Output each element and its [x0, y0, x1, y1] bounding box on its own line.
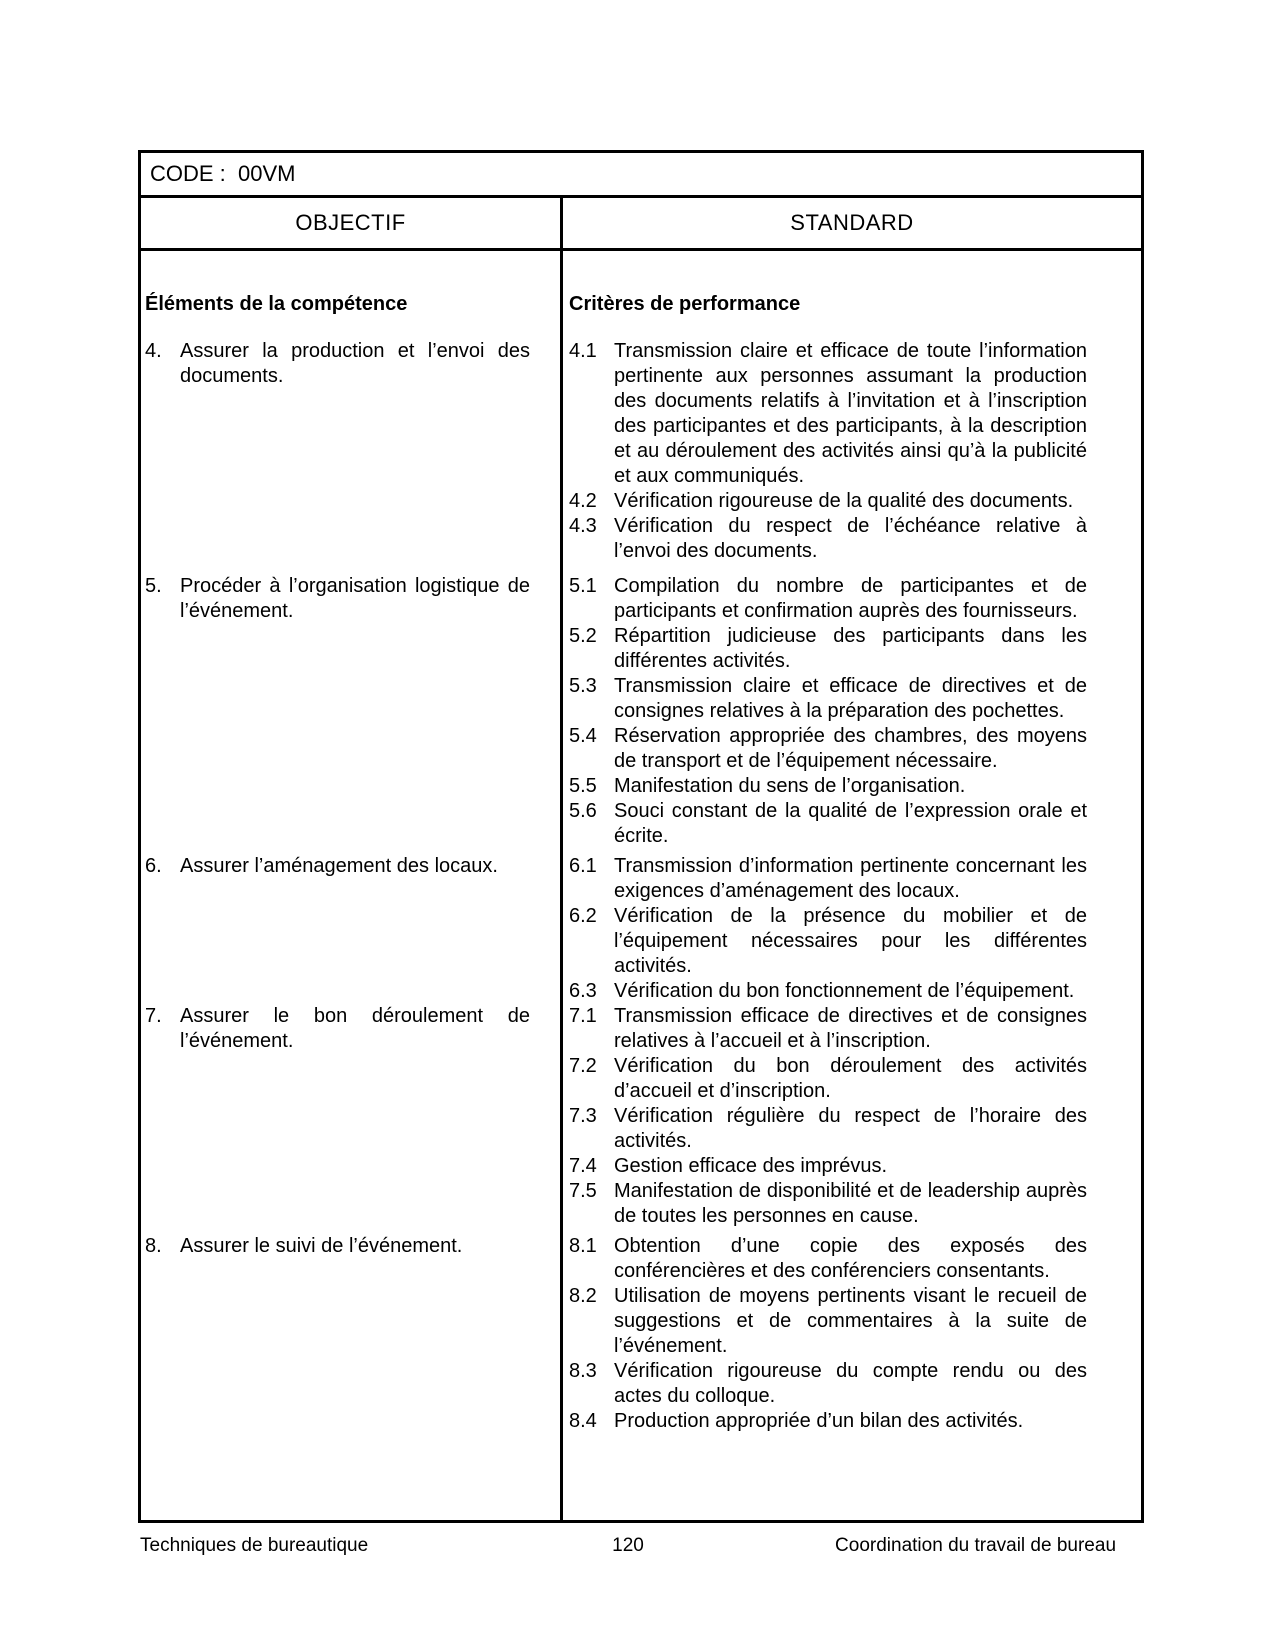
- objective-item: [145, 1004, 530, 1054]
- criterion-text: Vérification rigoureuse du compte rendu ou des actes du colloque.: [614, 1360, 1087, 1407]
- criterion-text: Utilisation de moyens pertinents visant le recueil de suggestions et de commentaires à la suite de l’événement.: [614, 1285, 1087, 1357]
- criterion-text: Gestion efficace des imprévus.: [614, 1155, 888, 1177]
- competency-group-row: [141, 574, 1141, 854]
- criteria-heading: Critères de performance: [569, 293, 801, 315]
- criterion-item: [569, 1234, 1087, 1284]
- left-heading-cell: [141, 251, 563, 339]
- criteria-cell: [563, 574, 1141, 854]
- criterion-number: 8.1: [569, 1235, 597, 1257]
- criterion-item: [569, 724, 1087, 774]
- criterion-text: Réservation appropriée des chambres, des moyens de transport et de l’équipement nécessaire.: [614, 725, 1087, 772]
- criterion-text: Vérification du respect de l’échéance relative à l’envoi des documents.: [614, 515, 1087, 562]
- criterion-item: [569, 489, 1087, 514]
- criterion-item: [569, 574, 1087, 624]
- criterion-number: 5.1: [569, 575, 597, 597]
- criterion-number: 8.2: [569, 1285, 597, 1307]
- criterion-number: 8.4: [569, 1410, 597, 1432]
- criterion-item: [569, 904, 1087, 979]
- competency-table: [138, 150, 1144, 1523]
- criterion-text: Production appropriée d’un bilan des activités.: [614, 1410, 1024, 1432]
- criterion-number: 7.2: [569, 1055, 597, 1077]
- right-filler-cell: [563, 1434, 1141, 1520]
- criterion-text: Transmission d’information pertinente concernant les exigences d’aménagement des locaux.: [614, 855, 1087, 902]
- criterion-number: 7.4: [569, 1155, 597, 1177]
- criterion-item: [569, 799, 1087, 849]
- objective-item: [145, 339, 530, 389]
- criterion-item: [569, 979, 1087, 1004]
- criterion-text: Vérification de la présence du mobilier et de l’équipement nécessaires pour les différentes activités.: [614, 905, 1087, 977]
- criterion-item: [569, 339, 1087, 489]
- criterion-text: Répartition judicieuse des participants dans les différentes activités.: [614, 625, 1087, 672]
- criterion-text: Manifestation du sens de l’organisation.: [614, 775, 966, 797]
- criterion-number: 5.2: [569, 625, 597, 647]
- criterion-number: 7.5: [569, 1180, 597, 1202]
- competency-group-row: [141, 1234, 1141, 1434]
- criterion-item: [569, 1154, 1087, 1179]
- footer-program-title: Techniques de bureautique: [140, 1535, 369, 1556]
- criteria-cell: [563, 1004, 1141, 1234]
- criterion-number: 4.3: [569, 515, 597, 537]
- criterion-item: [569, 774, 1087, 799]
- objective-cell: [141, 1004, 563, 1234]
- criterion-item: [569, 1284, 1087, 1359]
- criterion-text: Manifestation de disponibilité et de leadership auprès de toutes les personnes en cause.: [614, 1180, 1087, 1227]
- objective-text: Assurer le bon déroulement de l’événement.: [180, 1005, 530, 1052]
- objective-item: [145, 854, 530, 879]
- criterion-number: 5.5: [569, 775, 597, 797]
- criterion-item: [569, 1179, 1087, 1229]
- footer-course-title: Coordination du travail de bureau: [835, 1535, 1117, 1556]
- criterion-item: [569, 624, 1087, 674]
- elements-heading: Éléments de la compétence: [145, 293, 408, 315]
- criteria-cell: [563, 1234, 1141, 1434]
- criterion-text: Compilation du nombre de participantes et de participants et confirmation auprès des fournisseurs.: [614, 575, 1087, 622]
- criterion-item: [569, 1004, 1087, 1054]
- criterion-text: Vérification du bon déroulement des activités d’accueil et d’inscription.: [614, 1055, 1087, 1102]
- objective-cell: [141, 1234, 563, 1434]
- objective-number: 7.: [145, 1005, 162, 1027]
- criterion-text: Obtention d’une copie des exposés des conférencières et des conférenciers consentants.: [614, 1235, 1087, 1282]
- criterion-text: Transmission claire et efficace de toute l’information pertinente aux personnes assumant la production des documents relatifs à l’invitation et à l’inscription des participantes et des participants, à la description et au déroulement des activités ainsi qu’à la publicité et aux communiqués.: [614, 340, 1087, 487]
- criterion-text: Transmission efficace de directives et de consignes relatives à l’accueil et à l’inscription.: [614, 1005, 1087, 1052]
- objective-text: Assurer la production et l’envoi des documents.: [180, 340, 530, 387]
- criterion-item: [569, 514, 1087, 564]
- right-heading-cell: [563, 251, 1141, 339]
- criterion-number: 5.4: [569, 725, 597, 747]
- criterion-number: 5.6: [569, 800, 597, 822]
- section-heading-row: [141, 251, 1141, 339]
- criterion-item: [569, 854, 1087, 904]
- objective-text: Procéder à l’organisation logistique de l’événement.: [180, 575, 530, 622]
- competency-group-row: [141, 1004, 1141, 1234]
- criterion-text: Vérification rigoureuse de la qualité des documents.: [614, 490, 1074, 512]
- criterion-item: [569, 1409, 1087, 1434]
- left-filler-cell: [141, 1434, 563, 1520]
- criterion-number: 6.3: [569, 980, 597, 1002]
- criterion-number: 5.3: [569, 675, 597, 697]
- criterion-text: Souci constant de la qualité de l’expression orale et écrite.: [614, 800, 1087, 847]
- objective-number: 6.: [145, 855, 162, 877]
- objective-item: [145, 1234, 530, 1259]
- criterion-number: 7.1: [569, 1005, 597, 1027]
- criterion-text: Transmission claire et efficace de directives et de consignes relatives à la préparation des pochettes.: [614, 675, 1087, 722]
- criterion-text: Vérification régulière du respect de l’horaire des activités.: [614, 1105, 1087, 1152]
- criterion-number: 4.1: [569, 340, 597, 362]
- criterion-number: 6.1: [569, 855, 597, 877]
- criteria-cell: [563, 339, 1141, 574]
- competency-group-row: [141, 854, 1141, 1004]
- code-row: [141, 153, 1141, 198]
- objective-cell: [141, 574, 563, 854]
- standard-column-header: STANDARD: [790, 210, 914, 235]
- objective-column-header: OBJECTIF: [141, 198, 563, 248]
- objective-number: 4.: [145, 340, 162, 362]
- objective-text: Assurer le suivi de l’événement.: [180, 1235, 463, 1257]
- empty-filler-row: [141, 1434, 1141, 1520]
- criterion-item: [569, 1054, 1087, 1104]
- objective-cell: [141, 339, 563, 574]
- criterion-text: Vérification du bon fonctionnement de l’équipement.: [614, 980, 1075, 1002]
- objective-number: 8.: [145, 1235, 162, 1257]
- criteria-cell: [563, 854, 1141, 1004]
- criterion-item: [569, 674, 1087, 724]
- objective-cell: [141, 854, 563, 1004]
- criterion-item: [569, 1104, 1087, 1154]
- column-header-row: [141, 198, 1141, 251]
- objective-item: [145, 574, 530, 624]
- objective-text: Assurer l’aménagement des locaux.: [180, 855, 498, 877]
- criterion-number: 7.3: [569, 1105, 597, 1127]
- code-label: CODE : 00VM: [150, 161, 296, 186]
- competency-group-row: [141, 339, 1141, 574]
- table-body: [141, 251, 1141, 1520]
- footer-page-number: 120: [612, 1535, 644, 1556]
- criterion-number: 4.2: [569, 490, 597, 512]
- objective-number: 5.: [145, 575, 162, 597]
- criterion-number: 6.2: [569, 905, 597, 927]
- criterion-number: 8.3: [569, 1360, 597, 1382]
- criterion-item: [569, 1359, 1087, 1409]
- page-footer: [138, 1535, 1144, 1557]
